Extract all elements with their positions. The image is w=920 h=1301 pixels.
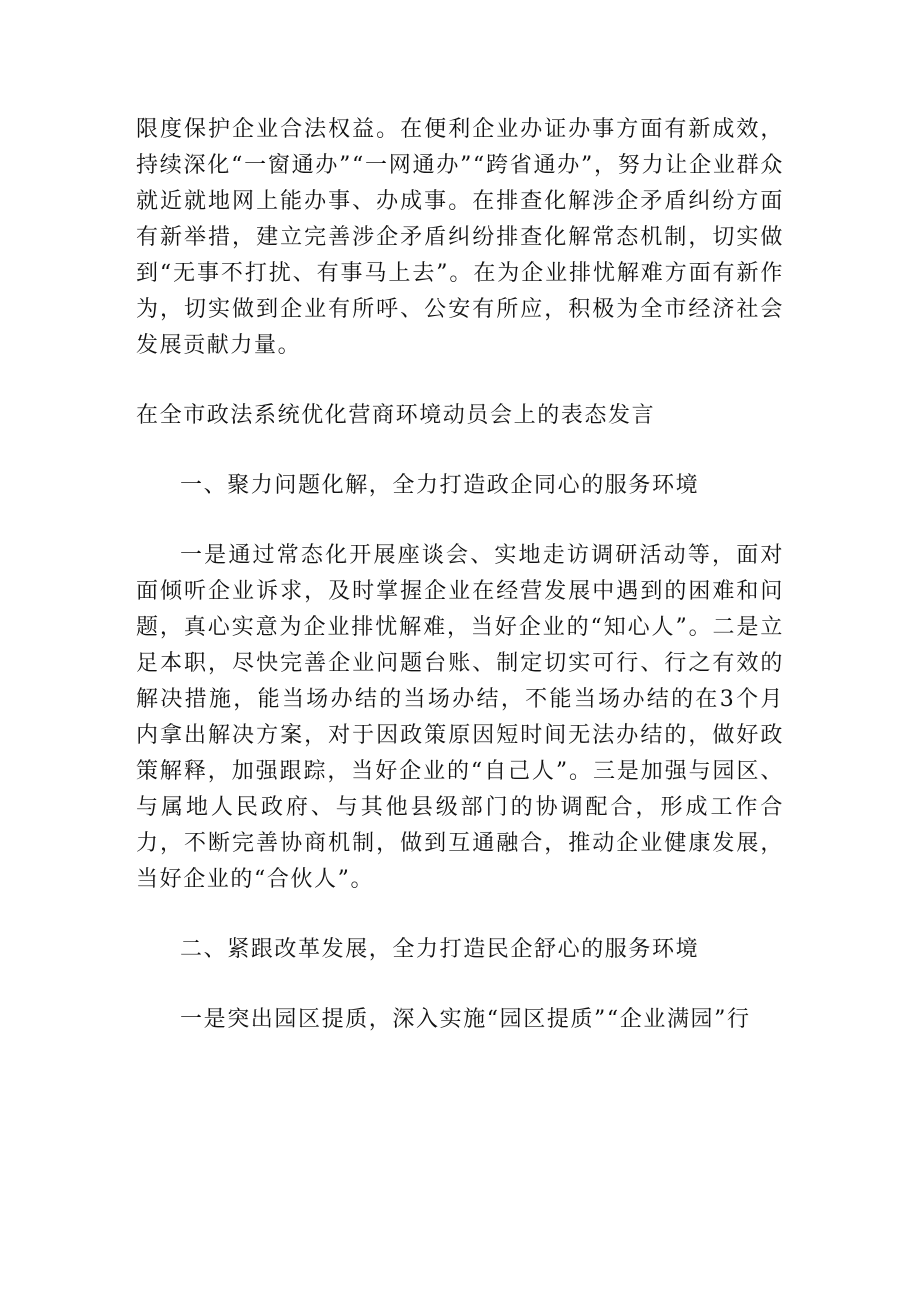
body-paragraph-section-1: 一是通过常态化开展座谈会、实地走访调研活动等，面对面倾听企业诉求，及时掌握企业在经营发展中遇到的困难和问题，真心实意为企业排忧解难，当好企业的“知心人”。二是立足本职，尽快完善企业问题台账、制定切实可行、行之有效的解决措施，能当场办结的当场办结，不能当场办结的在3个月内拿出解决方案，对于因政策原因短时间无法办结的，做好政策解释，加强跟踪，当好企业的“自己人”。三是加强与园区、与属地人民政府、与其他县级部门的协调配合，形成工作合力，不断完善协商机制，做到互通融合，推动企业健康发展，当好企业的“合伙人”。 xyxy=(136,543,784,892)
speech-title: 在全市政法系统优化营商环境动员会上的表态发言 xyxy=(136,403,656,428)
section-heading-1: 一、聚力问题化解，全力打造政企同心的服务环境 xyxy=(180,473,700,498)
body-paragraph-continued: 限度保护企业合法权益。在便利企业办证办事方面有新成效，持续深化“一窗通办”“一网通办”“跨省通办”，努力让企业群众就近就地网上能办事、办成事。在排查化解涉企矛盾纠纷方面有新举措，建立完善涉企矛盾纠纷排查化解常态机制，切实做到“无事不打扰、有事马上去”。在为企业排忧解难方面有新作为，切实做到企业有所呼、公安有所应，积极为全市经济社会发展贡献力量。 xyxy=(136,117,784,358)
section-heading-2: 二、紧跟改革发展，全力打造民企舒心的服务环境 xyxy=(180,937,700,962)
body-paragraph-section-2: 一是突出园区提质，深入实施“园区提质”“企业满园”行 xyxy=(180,1007,751,1032)
document-page xyxy=(136,112,784,1038)
